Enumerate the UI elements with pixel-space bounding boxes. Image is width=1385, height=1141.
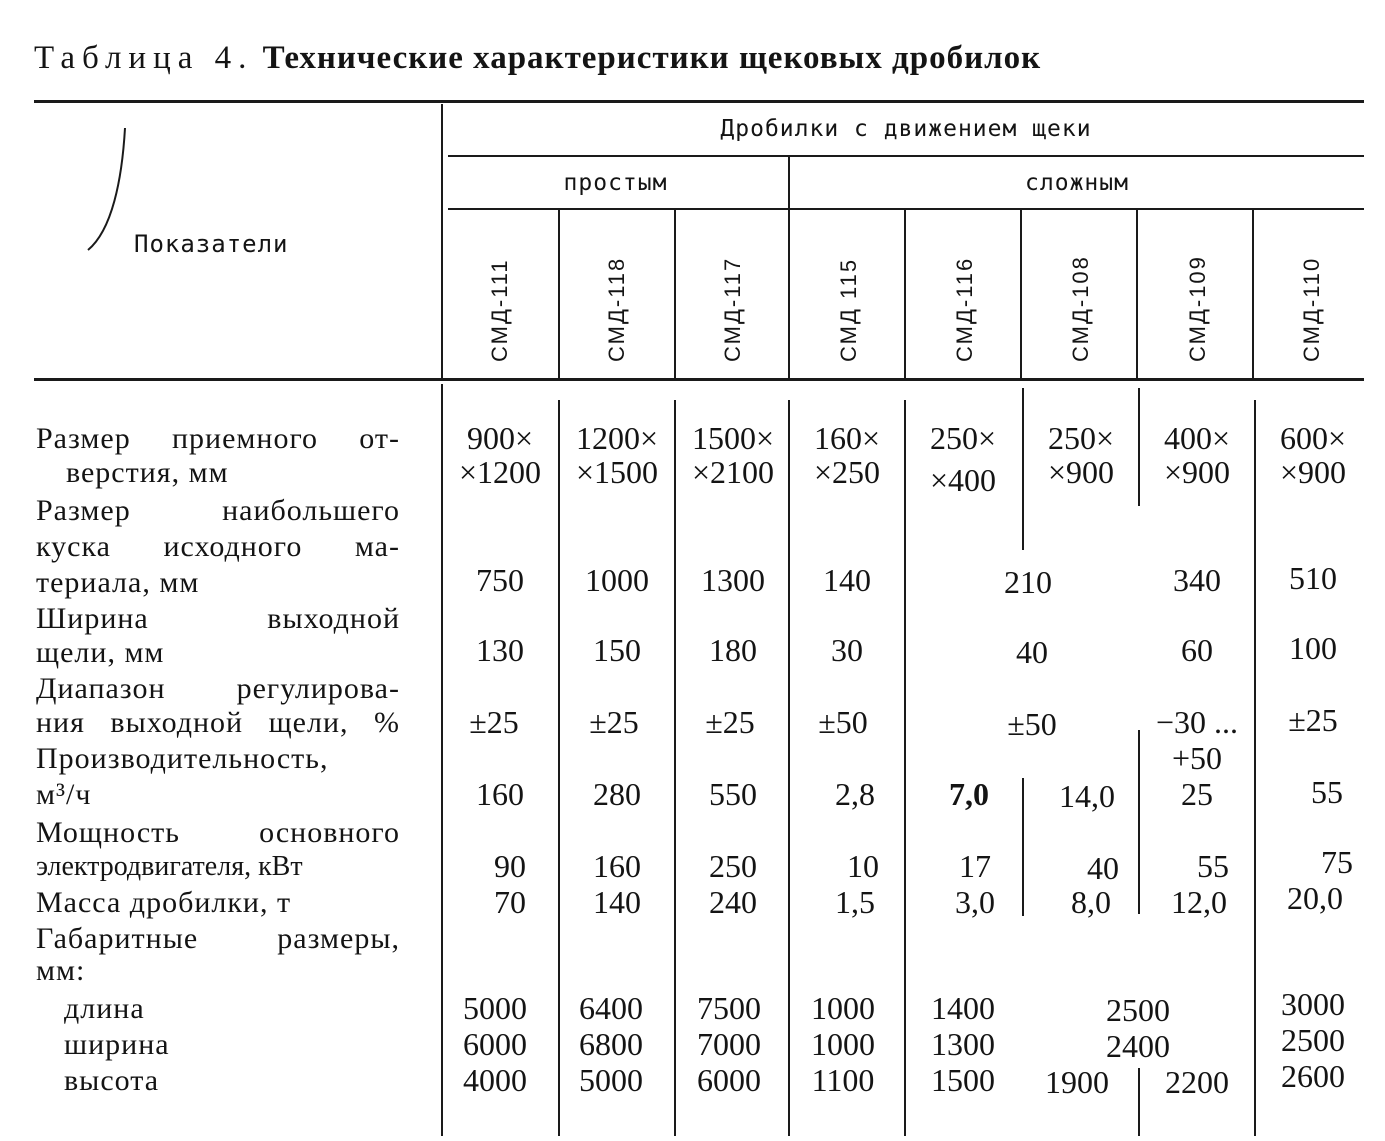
table-cell: 160 bbox=[476, 776, 524, 812]
table-cell: ±25 bbox=[705, 704, 755, 740]
table-cell: 1300 bbox=[701, 562, 765, 598]
table-cell: ±25 bbox=[1288, 702, 1338, 738]
table-cell: 40 bbox=[1016, 634, 1048, 670]
row-label: верстия, мм bbox=[66, 456, 229, 489]
table-cell: 1000 bbox=[811, 990, 875, 1026]
table-cell: 7,0 bbox=[949, 776, 989, 812]
table-cell: 20,0 bbox=[1287, 880, 1343, 916]
table-cell: 160 bbox=[593, 848, 641, 884]
model-header: СМД 115 bbox=[836, 257, 861, 362]
row-label: ширина bbox=[64, 1028, 170, 1061]
table-cell: 340 bbox=[1173, 562, 1221, 598]
table-cell: 250 bbox=[709, 848, 757, 884]
col-divider bbox=[904, 210, 906, 378]
table-cell: 2,8 bbox=[835, 776, 875, 812]
table-cell: 6400 bbox=[579, 990, 643, 1026]
row-label: м³/ч bbox=[36, 778, 92, 811]
table-number: Таблица 4. bbox=[34, 40, 254, 76]
table-cell: 6000 bbox=[697, 1062, 761, 1098]
table-cell: 90 bbox=[494, 848, 526, 884]
table-cell: ×250 bbox=[813, 454, 881, 490]
model-header: СМД-111 bbox=[487, 258, 512, 362]
table-cell: 10 bbox=[847, 848, 879, 884]
group-rule bbox=[448, 155, 1364, 157]
table-cell: 17 bbox=[959, 848, 991, 884]
table-cell: 130 bbox=[476, 632, 524, 668]
table-cell: 1,5 bbox=[835, 884, 875, 920]
table-cell: 1000 bbox=[585, 562, 649, 598]
table-cell: 5000 bbox=[579, 1062, 643, 1098]
col-divider bbox=[674, 210, 676, 378]
row-label: длина bbox=[64, 992, 145, 1025]
table-cell: 6800 bbox=[579, 1026, 643, 1062]
row-label: щели, мм bbox=[36, 636, 165, 669]
table-cell: 180 bbox=[709, 632, 757, 668]
table-cell: 210 bbox=[1004, 564, 1052, 600]
table-cell: 3000 bbox=[1281, 986, 1345, 1022]
row-label: ния выходной щели, % bbox=[36, 706, 400, 739]
table-cell: 4000 bbox=[463, 1062, 527, 1098]
table-cell: 400× bbox=[1163, 420, 1231, 456]
table-cell: −30 ... bbox=[1155, 704, 1239, 740]
table-cell: 70 bbox=[494, 884, 526, 920]
model-header: СМД-117 bbox=[720, 256, 745, 362]
col-divider bbox=[1020, 210, 1022, 378]
table-cell: ×900 bbox=[1279, 454, 1347, 490]
table-cell: 2500 bbox=[1281, 1022, 1345, 1058]
table-cell: 1200× bbox=[575, 420, 659, 456]
table-cell: 7500 bbox=[697, 990, 761, 1026]
table-cell: 160× bbox=[813, 420, 881, 456]
table-cell: 1000 bbox=[811, 1026, 875, 1062]
model-header: СМД-118 bbox=[604, 256, 629, 362]
table-cell: ×900 bbox=[1163, 454, 1231, 490]
table-cell: 7000 bbox=[697, 1026, 761, 1062]
row-label: Диапазон регулирова- bbox=[36, 672, 400, 705]
row-label: Габаритные размеры, bbox=[36, 922, 400, 955]
table-cell: 510 bbox=[1289, 560, 1337, 596]
table-cell: ±50 bbox=[818, 704, 868, 740]
table-cell: 1500× bbox=[691, 420, 775, 456]
table-cell: 2500 bbox=[1106, 992, 1170, 1028]
table-cell: 1500 bbox=[931, 1062, 995, 1098]
row-label: Размер наибольшего bbox=[36, 494, 400, 527]
col-divider bbox=[558, 210, 560, 378]
table-cell: 2600 bbox=[1281, 1058, 1345, 1094]
col-divider bbox=[441, 104, 443, 378]
table-cell: 150 bbox=[593, 632, 641, 668]
table-cell: 55 bbox=[1311, 774, 1343, 810]
table-cell: 100 bbox=[1289, 630, 1337, 666]
table-cell: 5000 bbox=[463, 990, 527, 1026]
table-cell: ±25 bbox=[469, 704, 519, 740]
row-label: Размер приемного от- bbox=[36, 422, 400, 455]
table-cell: 600× bbox=[1279, 420, 1347, 456]
table-cell: 3,0 bbox=[955, 884, 995, 920]
row-label: куска исходного ма- bbox=[36, 530, 400, 563]
model-header: СМД-108 bbox=[1068, 255, 1093, 362]
table-cell: 75 bbox=[1321, 844, 1353, 880]
table-cell: 55 bbox=[1197, 848, 1229, 884]
table-title bbox=[34, 40, 1041, 77]
table-cell: 2400 bbox=[1106, 1028, 1170, 1064]
table-cell: 550 bbox=[709, 776, 757, 812]
row-label: териала, мм bbox=[36, 566, 200, 599]
table-cell: 1300 bbox=[931, 1026, 995, 1062]
table-cell: 30 bbox=[831, 632, 863, 668]
table-cell: 6000 bbox=[463, 1026, 527, 1062]
col-divider bbox=[1252, 210, 1254, 378]
table-cell: 250× bbox=[1047, 420, 1115, 456]
stub-header: Показатели bbox=[134, 230, 289, 258]
row-label: мм: bbox=[36, 954, 86, 987]
row-label: электродвигателя, кВт bbox=[36, 851, 303, 882]
model-header: СМД-109 bbox=[1185, 255, 1210, 362]
subgroup-rule bbox=[448, 208, 1364, 210]
table-cell: 40 bbox=[1087, 850, 1119, 886]
table-cell: ×1200 bbox=[458, 454, 542, 490]
table-cell: ×900 bbox=[1047, 454, 1115, 490]
row-label: высота bbox=[64, 1064, 160, 1097]
table-cell: 1900 bbox=[1045, 1064, 1109, 1100]
table-cell: 280 bbox=[593, 776, 641, 812]
model-header: СМД-110 bbox=[1299, 256, 1324, 362]
top-rule bbox=[34, 100, 1364, 103]
table-cell: 750 bbox=[476, 562, 524, 598]
table-cell: 240 bbox=[709, 884, 757, 920]
table-cell: 250× bbox=[929, 420, 997, 456]
simple-header: простым bbox=[563, 170, 668, 196]
col-divider bbox=[1136, 210, 1138, 378]
model-header: СМД-116 bbox=[952, 256, 977, 362]
table-cell: ±25 bbox=[589, 704, 639, 740]
table-cell: 8,0 bbox=[1071, 884, 1111, 920]
table-cell: 140 bbox=[593, 884, 641, 920]
table-cell: ±50 bbox=[1007, 706, 1057, 742]
header-bottom-rule bbox=[34, 378, 1364, 381]
table-cell: 1400 bbox=[931, 990, 995, 1026]
group-header: Дробилки с движением щеки bbox=[720, 116, 1092, 142]
table-cell: +50 bbox=[1171, 740, 1223, 776]
table-cell: 12,0 bbox=[1171, 884, 1227, 920]
table-caption: Технические характеристики щековых дробилок bbox=[262, 40, 1042, 76]
table-cell: ×2100 bbox=[691, 454, 775, 490]
table-cell: 60 bbox=[1181, 632, 1213, 668]
table-cell: 14,0 bbox=[1059, 778, 1115, 814]
row-label: Производительность, bbox=[36, 742, 329, 775]
row-label: Масса дробилки, т bbox=[36, 886, 292, 919]
table-cell: ×1500 bbox=[575, 454, 659, 490]
table-cell: 1100 bbox=[811, 1062, 875, 1098]
table-cell: 2200 bbox=[1165, 1064, 1229, 1100]
table-cell: 900× bbox=[466, 420, 534, 456]
complex-header: сложным bbox=[1025, 170, 1129, 196]
table-cell: 25 bbox=[1181, 776, 1213, 812]
row-label: Мощность основного bbox=[36, 816, 400, 849]
row-label: Ширина выходной bbox=[36, 602, 400, 635]
table-cell: ×400 bbox=[929, 462, 997, 498]
stub-diagonal bbox=[80, 120, 140, 260]
table-cell: 140 bbox=[823, 562, 871, 598]
